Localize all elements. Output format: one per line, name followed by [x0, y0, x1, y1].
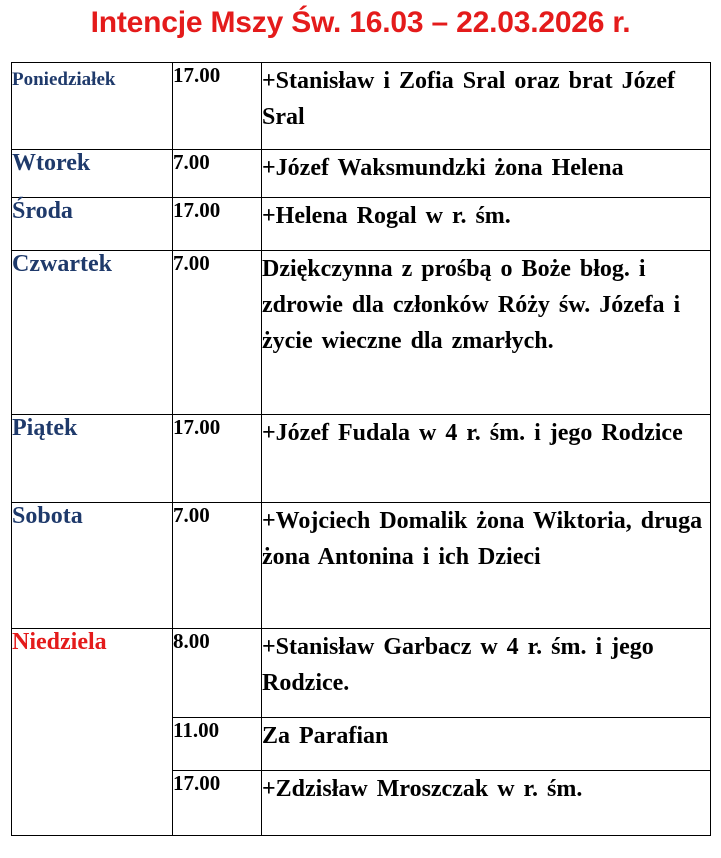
- day-cell: Wtorek: [12, 150, 173, 198]
- intention-cell: +Józef Fudala w 4 r. śm. i jego Rodzice: [262, 415, 711, 503]
- day-cell: Piątek: [12, 415, 173, 503]
- table-row: [12, 503, 711, 629]
- day-cell: Poniedziałek: [12, 63, 173, 150]
- intention-cell: +Józef Waksmundzki żona Helena: [262, 150, 711, 198]
- time-cell: 11.00: [173, 718, 262, 771]
- time-cell: 8.00: [173, 629, 262, 718]
- time-cell: 17.00: [173, 63, 262, 150]
- intention-cell: +Helena Rogal w r. śm.: [262, 198, 711, 251]
- time-cell: 17.00: [173, 415, 262, 503]
- day-cell: Środa: [12, 198, 173, 251]
- table-row: [12, 251, 711, 415]
- intention-cell: +Zdzisław Mroszczak w r. śm.: [262, 771, 711, 836]
- time-cell: 17.00: [173, 198, 262, 251]
- mass-intentions-table: [11, 62, 711, 836]
- intention-cell: Za Parafian: [262, 718, 711, 771]
- day-cell: Czwartek: [12, 251, 173, 415]
- time-cell: 7.00: [173, 503, 262, 629]
- page-title: Intencje Mszy Św. 16.03 – 22.03.2026 r.: [90, 6, 631, 39]
- table-row: [12, 63, 711, 150]
- intention-cell: +Stanisław Garbacz w 4 r. śm. i jego Rodzice.: [262, 629, 711, 718]
- table-row: [12, 198, 711, 251]
- time-cell: 17.00: [173, 771, 262, 836]
- day-cell: Sobota: [12, 503, 173, 629]
- table-row: [12, 629, 711, 718]
- table-row: [12, 150, 711, 198]
- table-row: [12, 415, 711, 503]
- intention-cell: Dziękczynna z prośbą o Boże błog. i zdrowie dla członków Róży św. Józefa i życie wieczne dla zmarłych.: [262, 251, 711, 415]
- intention-cell: +Stanisław i Zofia Sral oraz brat Józef Sral: [262, 63, 711, 150]
- time-cell: 7.00: [173, 150, 262, 198]
- intention-cell: +Wojciech Domalik żona Wiktoria, druga żona Antonina i ich Dzieci: [262, 503, 711, 629]
- day-cell-sunday: Niedziela: [12, 629, 173, 836]
- time-cell: 7.00: [173, 251, 262, 415]
